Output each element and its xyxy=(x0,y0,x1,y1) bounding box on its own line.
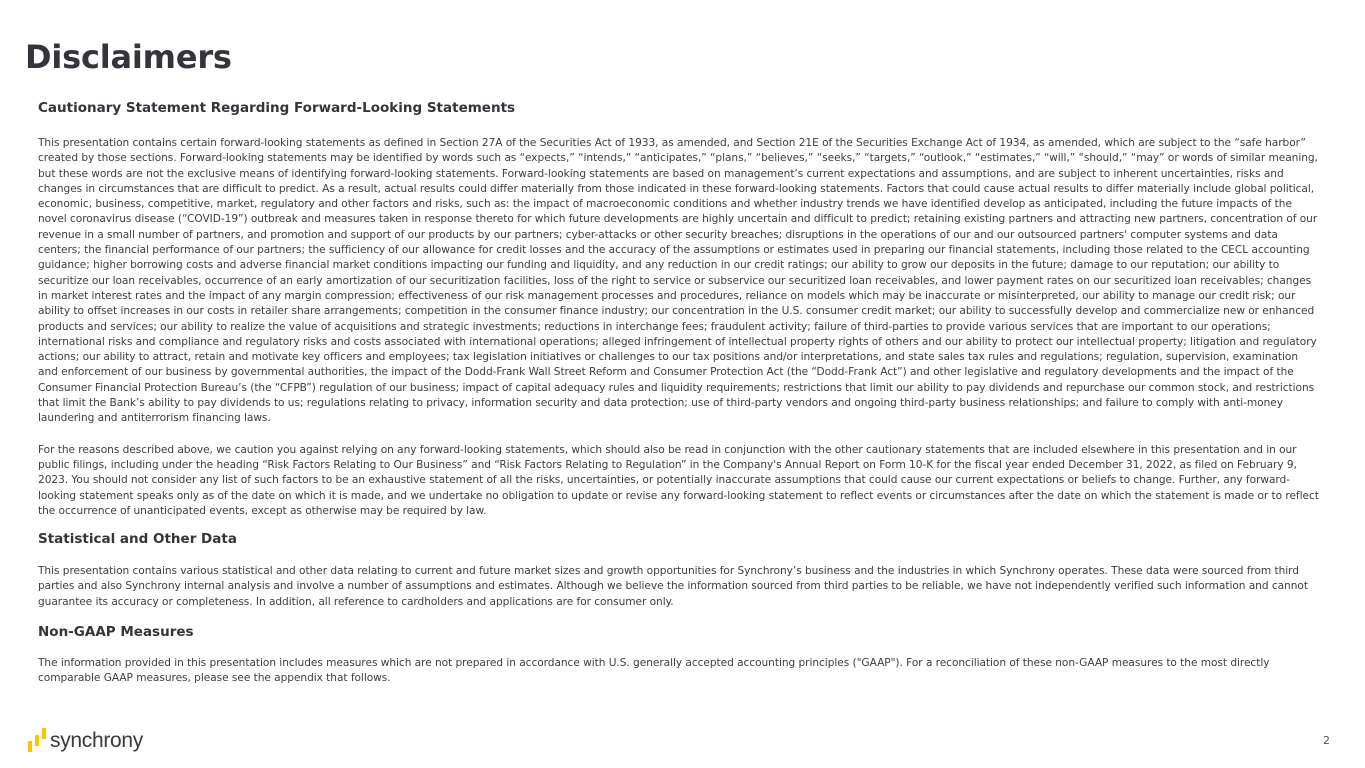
non-gaap-heading: Non-GAAP Measures xyxy=(38,624,194,641)
statistical-data-heading: Statistical and Other Data xyxy=(38,531,237,548)
logo-wordmark: synchrony xyxy=(50,729,144,752)
non-gaap-paragraph: The information provided in this presentation includes measures which are not prepared in accordance with U.S. generally accepted accounting principles ("GAAP"). For a reconciliation of these non-GAAP measures to the most directly comparable GAAP measures, please see the appendix that follows. xyxy=(38,657,1270,685)
page-title: Disclaimers xyxy=(25,38,232,76)
statistical-data-paragraph: This presentation contains various statistical and other data relating to current and future market sizes and growth opportunities for Synchrony’s business and the industries in which Synchrony operates. These data were sourced from third parties and also Synchrony internal analysis and involve a number of assumptions and estimates. Although we believe the information sourced from third parties to be reliable, we have not independently verified such information and cannot guarantee its accuracy or completeness. In addition, all reference to cardholders and applications are for consumer only. xyxy=(38,565,1308,608)
forward-looking-paragraph-2: For the reasons described above, we caution you against relying on any forward-looking statements, which should also be read in conjunction with the other cautionary statements that are included elsewhere in this presentation and in our public filings, including under the heading “Risk Factors Relating to Our Business” and “Risk Factors Relating to Regulation” in the Company's Annual Report on Form 10-K for the fiscal year ended December 31, 2022, as filed on February 9, 2023. You should not consider any list of such factors to be an exhaustive statement of all the risks, uncertainties, or potentially inaccurate assumptions that could cause our current expectations or beliefs to change. Further, any forward-looking statement speaks only as of the date on which it is made, and we undertake no obligation to update or revise any forward-looking statement to reflect events or circumstances after the date on which the statement is made or to reflect the occurrence of unanticipated events, except as otherwise may be required by law. xyxy=(38,443,1319,517)
page-number: 2 xyxy=(1323,734,1330,747)
synchrony-bars-logo-icon xyxy=(27,728,47,752)
forward-looking-heading: Cautionary Statement Regarding Forward-Looking Statements xyxy=(38,100,516,116)
forward-looking-paragraph-1: This presentation contains certain forward-looking statements as defined in Section 27A of the Securities Act of 1933, as amended, and Section 21E of the Securities Exchange Act of 1934, as amended, which are subject to the “safe harbor” created by those sections. Forward-looking statements may be identified by words such as “expects,” “intends,” “anticipates,” “plans,” “believes,” “seeks,” “targets,” “outlook,” “estimates,” “will,” “should,” “may” or words of similar meaning, but these words are not the exclusive means of identifying forward-looking statements. Forward-looking statements are based on management’s current expectations and assumptions, and are subject to inherent uncertainties, risks and changes in circumstances that are difficult to predict. As a result, actual results could differ materially from those indicated in these forward-looking statements. Factors that could cause actual results to differ materially include global political, economic, business, competitive, market, regulatory and other factors and risks, such as: the impact of macroeconomic conditions and whether industry trends we have identified develop as anticipated, including the future impacts of the novel coronavirus disease (“COVID-19”) outbreak and measures taken in response thereto for which future developments are highly uncertain and difficult to predict; retaining existing partners and attracting new partners, concentration of our revenue in a small number of partners, and promotion and support of our products by our partners; cyber-attacks or other security breaches; disruptions in the operations of our and our outsourced partners' computer systems and data centers; the financial performance of our partners; the sufficiency of our allowance for credit losses and the accuracy of the assumptions or estimates used in preparing our financial statements, including those related to the CECL accounting guidance; higher borrowing costs and adverse financial market conditions impacting our funding and liquidity, and any reduction in our credit ratings; our ability to grow our deposits in the future; damage to our reputation; our ability to securitize our loan receivables, occurrence of an early amortization of our securitization facilities, loss of the right to service or subservice our securitized loan receivables, and lower payment rates on our securitized loan receivables; changes in market interest rates and the impact of any margin compression; effectiveness of our risk management processes and procedures, reliance on models which may be inaccurate or misinterpreted, our ability to manage our credit risk; our ability to offset increases in our costs in retailer share arrangements; competition in the consumer finance industry; our concentration in the U.S. consumer credit market; our ability to successfully develop and commercialize new or enhanced products and services; our ability to realize the value of acquisitions and strategic investments; reductions in interchange fees; fraudulent activity; failure of third-parties to provide various services that are important to our operations; international risks and compliance and regulatory risks and costs associated with international operations; alleged infringement of intellectual property rights of others and our ability to protect our intellectual property; litigation and regulatory actions; our ability to attract, retain and motivate key officers and employees; tax legislation initiatives or challenges to our tax positions and/or interpretations, and state sales tax rules and regulations; regulation, supervision, examination and enforcement of our business by governmental authorities, the impact of the Dodd-Frank Wall Street Reform and Consumer Protection Act (the “Dodd-Frank Act”) and other legislative and regulatory developments and the impact of the Consumer Financial Protection Bureau’s (the “CFPB”) regulation of our business; impact of capital adequacy rules and liquidity requirements; restrictions that limit our ability to pay dividends and repurchase our common stock, and restrictions that limit the Bank’s ability to pay dividends to us; regulations relating to privacy, information security and data protection; use of third-party vendors and ongoing third-party business relationships; and failure to comply with anti-money laundering and antiterrorism financing laws. xyxy=(38,137,1318,425)
synchrony-logo xyxy=(27,728,143,752)
disclaimer-content xyxy=(38,100,1320,687)
